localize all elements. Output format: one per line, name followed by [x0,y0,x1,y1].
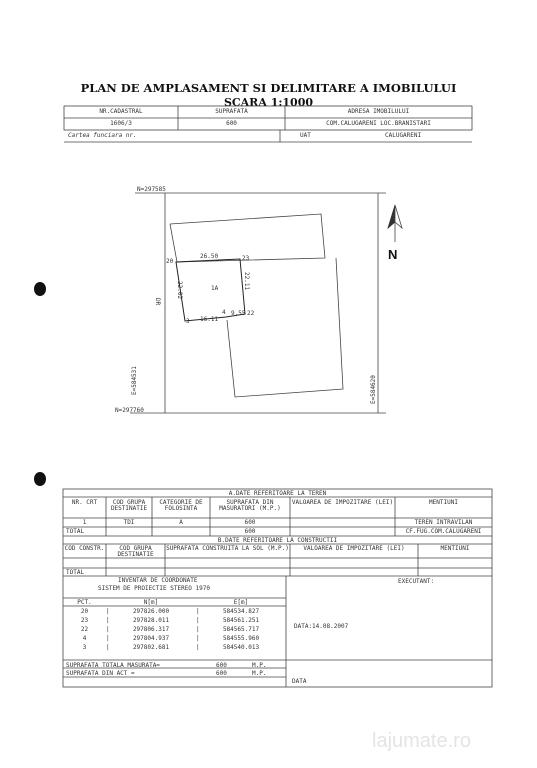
act-area-unit: M.P. [252,670,267,677]
coords-n: 297802.681 [132,644,170,651]
coords-title: INVENTAR DE COORDONATE [118,577,198,584]
coord-n-top: N=297585 [137,186,166,193]
table-a-h-cat: CATEGORIE DE FOLOSINTA [159,499,203,512]
table-a-r-cat: A [179,519,183,526]
coords-h-n: N[m] [143,599,159,606]
act-area-label: SUPRAFATA DIN ACT = [66,670,135,677]
coords-n: 297804.937 [132,635,170,642]
executant-label: EXECUTANT: [398,578,435,585]
total-measured-value: 600 [216,662,227,669]
distance-left: 22.02 [176,281,183,300]
table-b-h-cod: COD CONSTR. [64,545,105,552]
coords-sep: | [196,644,200,651]
date-label-bottom: DATA [292,678,307,685]
parcel-label: 1A [211,285,219,292]
header-cadastral: NR.CADASTRAL [99,108,143,115]
table-a-h-nr: NR. CRT [71,499,98,506]
coords-e: 584561.251 [222,617,260,624]
table-a-h-sup: SUPRAFATA DIN MASURATORI (M.P.) [219,499,281,512]
table-b-h-grupa: COD GRUPA DESTINATIE [117,545,154,558]
date-label: DATA:14.08.2007 [294,623,349,630]
table-a-total-label: TOTAL [66,528,85,535]
coords-n: 297828.011 [132,617,170,624]
table-b-h-ment: MENTIUNI [440,545,470,552]
table-b-title: B.DATE REFERITOARE LA CONSTRUCTII [217,537,338,544]
distance-bottom-2: 9.55 [231,310,246,317]
total-measured-label: SUPRAFATA TOTALA MASURATA= [66,662,160,669]
coord-e-right: E=584620 [370,375,377,404]
coords-sep: | [196,626,200,633]
coords-pct: 23 [80,617,89,624]
point-20: 20 [166,258,174,265]
table-b-total-label: TOTAL [66,569,85,576]
coords-sep: | [106,644,110,651]
table-a-r-cod: TDI [123,519,135,526]
table-a-r-sup: 600 [244,519,256,526]
distance-right: 22.11 [243,272,250,291]
coords-e: 584540.013 [222,644,260,651]
coords-pct: 3 [82,644,87,651]
table-a-total-value: 600 [244,528,256,535]
coords-n: 297806.317 [132,626,170,633]
coords-sep: | [196,608,200,615]
watermark: lajumate.ro [372,730,471,752]
value-cadastral: 1606/3 [110,120,132,127]
table-a-r-ment-2: CF.FUG.COM.CALUGARENI [405,528,482,535]
distance-top: 26.50 [200,253,219,260]
header-address: ADRESA IMOBILULUI [347,108,410,115]
coords-system: SISTEM DE PROIECTIE STEREO 1970 [98,585,210,592]
road-label: DR [154,298,161,306]
coords-sep: | [196,617,200,624]
header-area: SUPRAFATA [215,108,248,115]
coord-n-bottom: N=297760 [115,407,144,414]
table-a-h-ment: MENTIUNI [429,499,458,506]
document-scale: SCARA 1:1000 [223,96,314,109]
table-a-r-nr: 1 [82,519,87,526]
coords-e: 584534.827 [222,608,260,615]
table-b-h-val: VALOAREA DE IMPOZITARE (LEI) [303,545,405,552]
north-label: N [388,247,398,262]
value-area: 600 [226,120,237,127]
coords-sep: | [106,626,110,633]
coords-pct: 20 [80,608,89,615]
coord-e-left: E=584531 [131,366,138,395]
distance-bottom-1: 16.11 [200,316,219,323]
carte-funciara-label: Cartea funciara nr. [68,132,137,139]
coords-sep: | [196,635,200,642]
table-a-title: A.DATE REFERITOARE LA TEREN [228,490,327,497]
coords-pct: 22 [80,626,89,633]
point-3: 3 [186,318,190,325]
coords-e: 584555.960 [222,635,260,642]
uat-value: CALUGARENI [385,132,422,139]
coords-h-pct: PCT. [77,599,92,606]
point-23: 23 [242,255,250,262]
value-address: COM.CALUGARENI LOC.BRANISTARI [326,120,431,127]
point-4: 4 [222,309,226,316]
point-22: 22 [247,310,255,317]
coords-n: 297826.000 [132,608,170,615]
coords-e: 584565.717 [222,626,260,633]
act-area-value: 600 [216,670,227,677]
table-a-h-cod: COD GRUPA DESTINATIE [110,499,148,512]
table-b-h-sup: SUPRAFATA CONSTRUITA LA SOL (M.P.) [166,545,289,552]
table-a-r-ment-1: TEREN INTRAVILAN [414,519,473,526]
coords-pct: 4 [82,635,87,642]
total-measured-unit: M.P. [252,662,267,669]
coords-sep: | [106,608,110,615]
document-title: PLAN DE AMPLASAMENT SI DELIMITARE A IMOBILULUI [80,81,457,95]
table-a-h-val: VALOAREA DE IMPOZITARE (LEI) [291,499,394,506]
coords-h-e: E[m] [233,599,249,606]
coords-sep: | [106,617,110,624]
uat-label: UAT [300,132,311,139]
coords-sep: | [106,635,110,642]
